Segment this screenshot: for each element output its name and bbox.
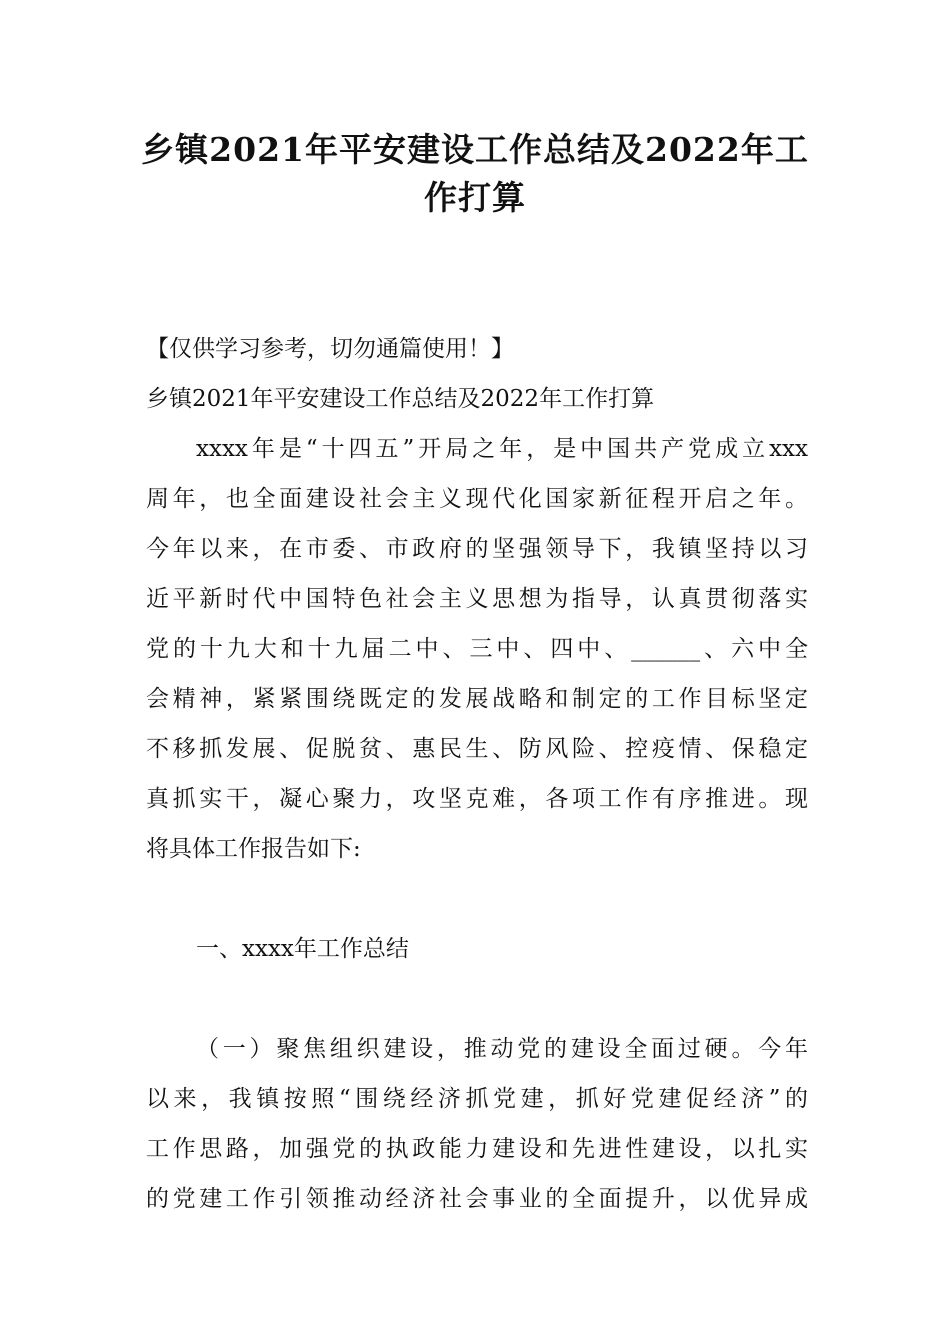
- document-title: [120, 126, 830, 222]
- intro-line: 近平新时代中国特色社会主义思想为指导，认真贯彻落实: [146, 586, 808, 612]
- intro-line: 今年以来，在市委、市政府的坚强领导下，我镇坚持以习: [146, 536, 808, 562]
- intro-line: 不移抓发展、促脱贫、惠民生、防风险、控疫情、保稳定: [146, 736, 808, 762]
- section-heading: 一、xxxx年工作总结: [196, 936, 409, 962]
- intro-line: 周年，也全面建设社会主义现代化国家新征程开启之年。: [146, 486, 808, 512]
- intro-line: xxxx年是“十四五”开局之年，是中国共产党成立xxx: [196, 436, 808, 462]
- section-line: （一）聚焦组织建设，推动党的建设全面过硬。今年: [196, 1036, 808, 1062]
- section-line: 的党建工作引领推动经济社会事业的全面提升，以优异成: [146, 1186, 808, 1212]
- intro-line: 将具体工作报告如下:: [146, 836, 361, 862]
- intro-line: 会精神，紧紧围绕既定的发展战略和制定的工作目标坚定: [146, 686, 808, 712]
- section-line: 工作思路，加强党的执政能力建设和先进性建设，以扎实: [146, 1136, 808, 1162]
- intro-line: 党的十九大和十九届二中、三中、四中、______、六中全: [146, 636, 808, 662]
- notice-text: 【仅供学习参考，切勿通篇使用！】: [146, 336, 514, 362]
- title-line-2: 作打算: [424, 178, 526, 217]
- intro-line: 真抓实干，凝心聚力，攻坚克难，各项工作有序推进。现: [146, 786, 808, 812]
- subtitle-text: 乡镇2021年平安建设工作总结及2022年工作打算: [146, 386, 655, 412]
- title-line-1: 乡镇2021年平安建设工作总结及2022年工: [141, 130, 809, 169]
- section-line: 以来，我镇按照“围绕经济抓党建，抓好党建促经济”的: [146, 1086, 808, 1112]
